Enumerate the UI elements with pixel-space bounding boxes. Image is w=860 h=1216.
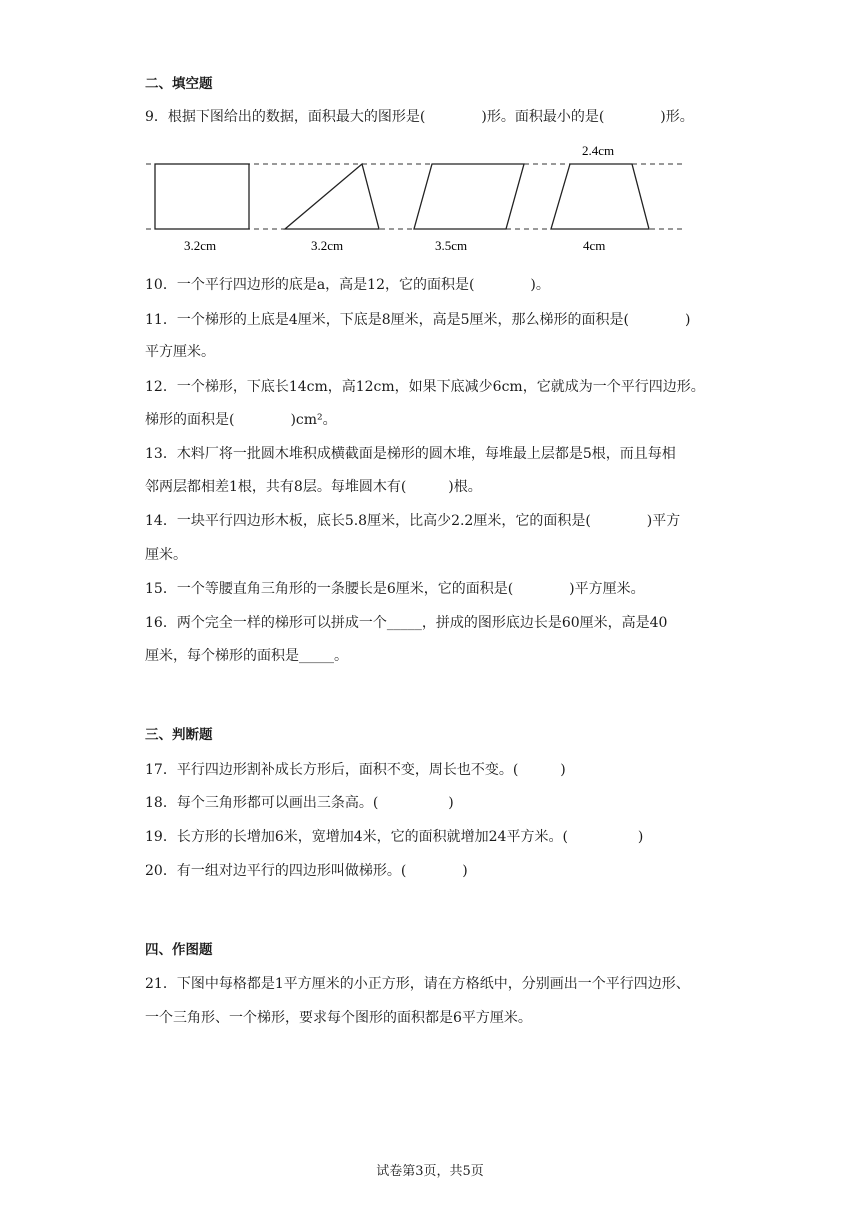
- question-21-line-2: 一个三角形、一个梯形，要求每个图形的面积都是6平方厘米。: [145, 1010, 532, 1026]
- question-14-line-1: 14．一块平行四边形木板，底长5.8厘米，比高少2.2厘米，它的面积是( )平方: [145, 513, 681, 529]
- question-16-line-2: 厘米，每个梯形的面积是_____。: [145, 648, 348, 664]
- triangle-shape: [285, 164, 379, 229]
- rectangle-shape: [155, 164, 249, 229]
- question-9: 9．根据下图给出的数据，面积最大的图形是( )形。面积最小的是( )形。: [145, 109, 694, 125]
- parallelogram-shape: [414, 164, 524, 229]
- shapes-figure: [140, 136, 700, 260]
- question-21-line-1: 21．下图中每格都是1平方厘米的小正方形，请在方格纸中，分别画出一个平行四边形、: [145, 976, 690, 992]
- question-12-line-2: 梯形的面积是( )cm²。: [145, 412, 337, 428]
- question-18: 18．每个三角形都可以画出三条高。( ): [145, 795, 454, 811]
- section-title-draw: 四、作图题: [145, 942, 213, 958]
- trapezoid-shape: [551, 164, 649, 229]
- question-20: 20．有一组对边平行的四边形叫做梯形。( ): [145, 863, 468, 879]
- rectangle-base-label: 3.2cm: [184, 238, 217, 253]
- triangle-base-label: 3.2cm: [311, 238, 344, 253]
- question-13-line-2: 邻两层都相差1根，共有8层。每堆圆木有( )根。: [145, 479, 482, 495]
- question-11-line-1: 11．一个梯形的上底是4厘米，下底是8厘米，高是5厘米，那么梯形的面积是( ): [145, 312, 691, 328]
- question-14-line-2: 厘米。: [145, 547, 187, 563]
- page-footer: 试卷第3页，共5页: [376, 1164, 484, 1179]
- question-15: 15．一个等腰直角三角形的一条腰长是6厘米，它的面积是( )平方厘米。: [145, 581, 645, 597]
- trapezoid-base-label: 4cm: [583, 238, 606, 253]
- parallelogram-base-label: 3.5cm: [435, 238, 468, 253]
- question-13-line-1: 13．木料厂将一批圆木堆积成横截面是梯形的圆木堆，每堆最上层都是5根，而且每相: [145, 446, 676, 462]
- trapezoid-top-label: 2.4cm: [582, 143, 615, 158]
- question-17: 17．平行四边形割补成长方形后，面积不变，周长也不变。( ): [145, 762, 566, 778]
- question-16-line-1: 16．两个完全一样的梯形可以拼成一个_____，拼成的图形底边长是60厘米，高是40: [145, 615, 668, 631]
- question-19: 19．长方形的长增加6米，宽增加4米，它的面积就增加24平方米。( ): [145, 829, 644, 845]
- section-title-fill: 二、填空题: [145, 76, 213, 92]
- question-11-line-2: 平方厘米。: [145, 344, 215, 360]
- question-12-line-1: 12．一个梯形，下底长14cm，高12cm，如果下底减少6cm，它就成为一个平行四边形。: [145, 379, 705, 395]
- question-10: 10．一个平行四边形的底是a，高是12，它的面积是( )。: [145, 277, 550, 293]
- section-title-judge: 三、判断题: [145, 727, 213, 743]
